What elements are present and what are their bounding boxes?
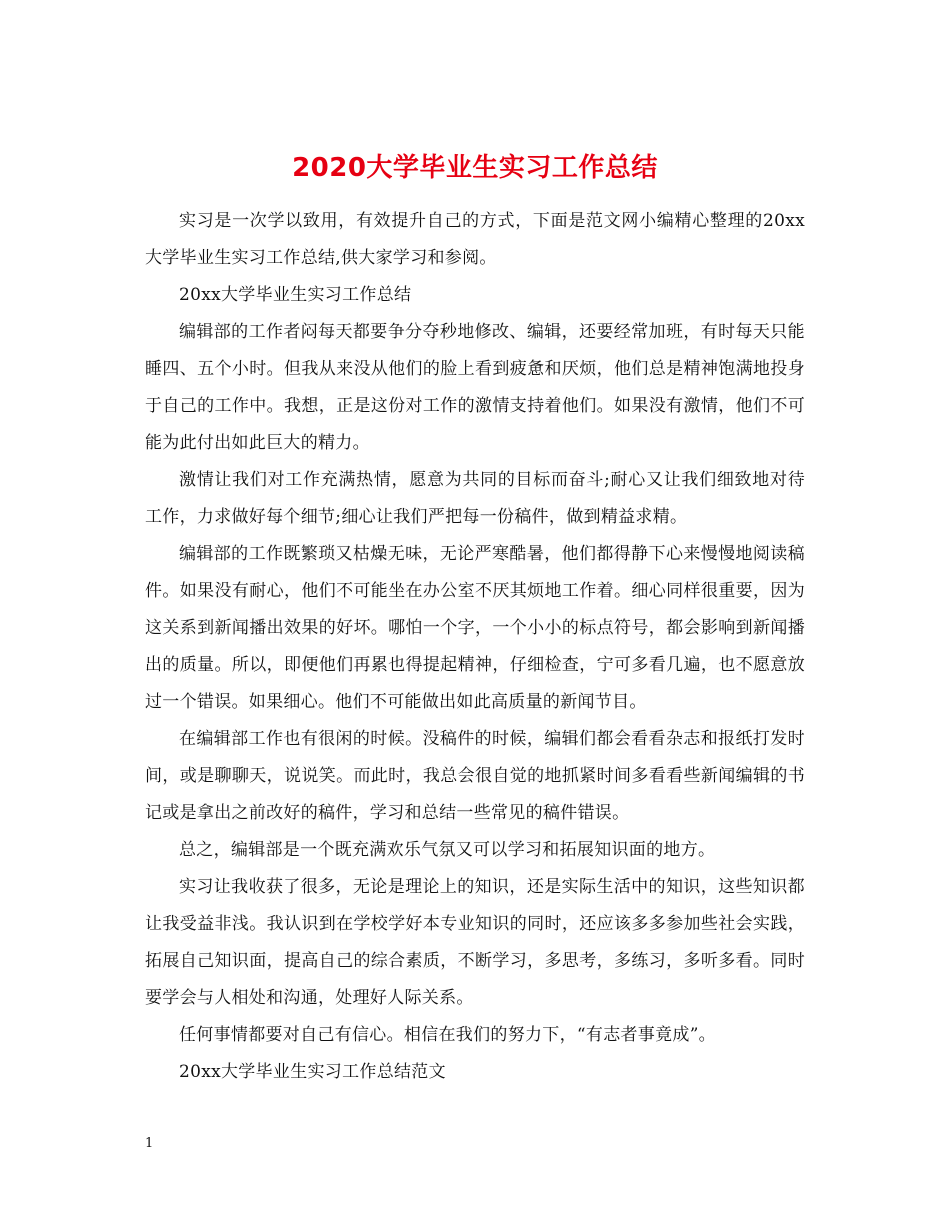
intro-paragraph: 实习是一次学以致用，有效提升自己的方式，下面是范文网小编精心整理的20xx大学毕业生实习工作总结,供大家学习和参阅。 (145, 211, 805, 268)
paragraph-patience: 编辑部的工作既繁琐又枯燥无味，无论严寒酷暑，他们都得静下心来慢慢地阅读稿件。如果没有耐心，他们不可能坐在办公室不厌其烦地工作着。细心同样很重要，因为这关系到新闻播出效果的好坏。哪怕一个字，一个小小的标点符号，都会影响到新闻播出的质量。所以，即便他们再累也得提起精神，仔细检查，宁可多看几遍，也不愿意放过一个错误。如果细心。他们不可能做出如此高质量的新闻节目。 (145, 544, 805, 712)
section-heading: 20xx大学毕业生实习工作总结 (179, 285, 412, 305)
page-number: 1 (145, 1136, 154, 1151)
paragraph-passion: 激情让我们对工作充满热情，愿意为共同的目标而奋斗;耐心又让我们细致地对待工作，力求做好每个细节;细心让我们严把每一份稿件，做到精益求精。 (145, 470, 805, 527)
paragraph-free-time: 在编辑部工作也有很闲的时候。没稿件的时候，编辑们都会看看杂志和报纸打发时间，或是聊聊天，说说笑。而此时，我总会很自觉的地抓紧时间多看看些新闻编辑的书记或是拿出之前改好的稿件，学习和总结一些常见的稿件错误。 (145, 729, 805, 823)
sample-heading: 20xx大学毕业生实习工作总结范文 (179, 1062, 446, 1082)
paragraph-confidence: 任何事情都要对自己有信心。相信在我们的努力下，“有志者事竟成”。 (179, 1025, 716, 1045)
paragraph-editorial-work: 编辑部的工作者闷每天都要争分夺秒地修改、编辑，还要经常加班，有时每天只能睡四、五个小时。但我从来没从他们的脸上看到疲惫和厌烦，他们总是精神饱满地投身于自己的工作中。我想，正是这份对工作的激情支持着他们。如果没有激情，他们不可能为此付出如此巨大的精力。 (145, 322, 805, 453)
document-body (145, 203, 805, 1091)
page-title: 2020大学毕业生实习工作总结 (292, 153, 658, 184)
paragraph-summary: 总之，编辑部是一个既充满欢乐气氛又可以学习和拓展知识面的地方。 (179, 840, 716, 860)
paragraph-gains: 实习让我收获了很多，无论是理论上的知识，还是实际生活中的知识，这些知识都让我受益非浅。我认识到在学校学好本专业知识的同时，还应该多多参加些社会实践，拓展自己知识面，提高自己的综合素质，不断学习，多思考，多练习，多听多看。同时要学会与人相处和沟通，处理好人际关系。 (145, 877, 805, 1008)
